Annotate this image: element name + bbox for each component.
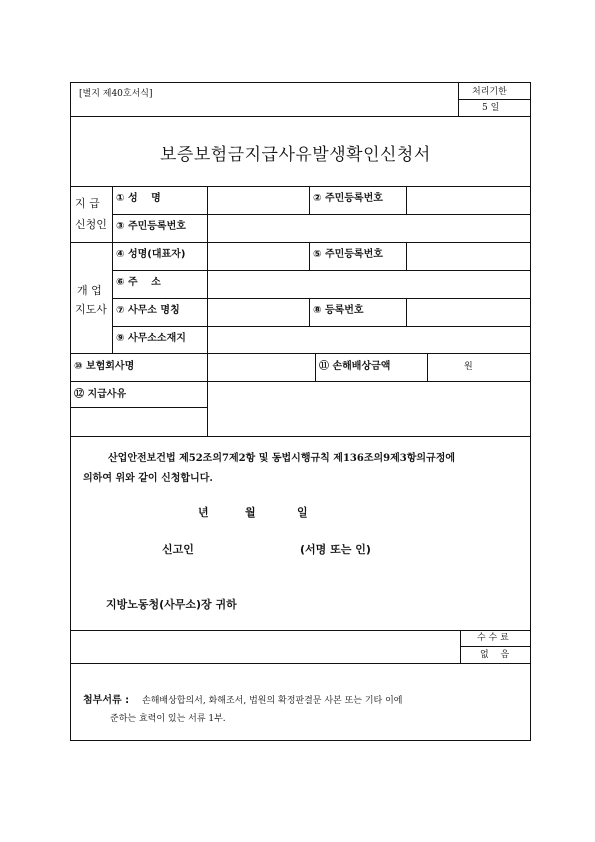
- statement-line-1: 산업안전보건법 제52조의7제2항 및 동법시행규칙 제136조의9제3항의규정에: [108, 453, 456, 464]
- form-title: 보증보험금지급사유발생확인신청서: [160, 145, 431, 165]
- date-month-label: 월: [245, 506, 256, 519]
- signature-or-seal-label: (서명 또는 인): [300, 543, 371, 556]
- field-name-label: ① 성 명: [116, 193, 161, 204]
- representative-name-field[interactable]: [208, 243, 309, 270]
- recipient-label: 지방노동청(사무소)장 귀하: [106, 598, 237, 611]
- applicant-signature-field[interactable]: [200, 538, 296, 560]
- fee-value: 없 음: [480, 650, 510, 660]
- attachments-text-2: 준하는 효력이 있는 서류 1부.: [110, 714, 226, 724]
- broker-resident-no-field[interactable]: [407, 243, 530, 270]
- deadline-label: 처리기한: [472, 87, 507, 97]
- office-name-field[interactable]: [208, 299, 309, 326]
- deadline-value: 5 일: [482, 103, 500, 113]
- damages-unit: 원: [464, 362, 473, 372]
- field-reason-label: ⑫ 지급사유: [74, 389, 127, 400]
- field-resident-no-label: ② 주민등록번호: [313, 193, 383, 204]
- statement-line-2: 의하여 위와 같이 신청합니다.: [83, 473, 213, 484]
- attachments-label: 첨부서류 :: [83, 695, 130, 706]
- applicant-signature-label: 신고인: [162, 543, 194, 556]
- payment-reason-field[interactable]: [208, 382, 530, 436]
- field-address-label: ⑥ 주 소: [116, 277, 161, 288]
- applicant-name-field[interactable]: [208, 187, 309, 214]
- attachments-text: 손해배상합의서, 화해조서, 법원의 확정판결문 사본 또는 기타 이에: [142, 696, 403, 706]
- field-office-name-label: ⑦ 사무소 명칭: [116, 305, 180, 316]
- form-number: [별지 제40호서식]: [79, 89, 153, 99]
- date-year-label: 년: [198, 506, 209, 519]
- field-office-location-label: ⑨ 사무소소재지: [116, 333, 186, 344]
- field-resident-no-2-label: ③ 주민등록번호: [116, 221, 186, 232]
- registration-no-field[interactable]: [407, 299, 530, 326]
- address-field[interactable]: [208, 271, 530, 298]
- office-location-field[interactable]: [208, 327, 530, 353]
- field-registration-no-label: ⑧ 등록번호: [313, 305, 364, 316]
- field-representative-label: ④ 성명(대표자): [116, 249, 186, 260]
- applicant-group-label-2: 신청인: [75, 218, 107, 231]
- applicant-resident-no-2-field[interactable]: [208, 215, 530, 242]
- field-insurer-label: ⑩ 보험회사명: [74, 361, 135, 372]
- field-broker-resident-no-label: ⑤ 주민등록번호: [313, 249, 383, 260]
- applicant-group-label-1: 지 급: [75, 197, 100, 210]
- applicant-resident-no-field[interactable]: [407, 187, 530, 214]
- date-day-label: 일: [297, 506, 308, 519]
- field-damages-label: ⑪ 손해배상금액: [319, 361, 391, 372]
- fee-label: 수 수 료: [477, 633, 509, 643]
- insurer-name-field[interactable]: [208, 354, 315, 381]
- broker-group-label-2: 지도사: [75, 303, 107, 316]
- header-bottom-line: [70, 116, 531, 117]
- damages-amount-field[interactable]: [428, 354, 530, 381]
- broker-group-label-1: 개 업: [77, 284, 102, 297]
